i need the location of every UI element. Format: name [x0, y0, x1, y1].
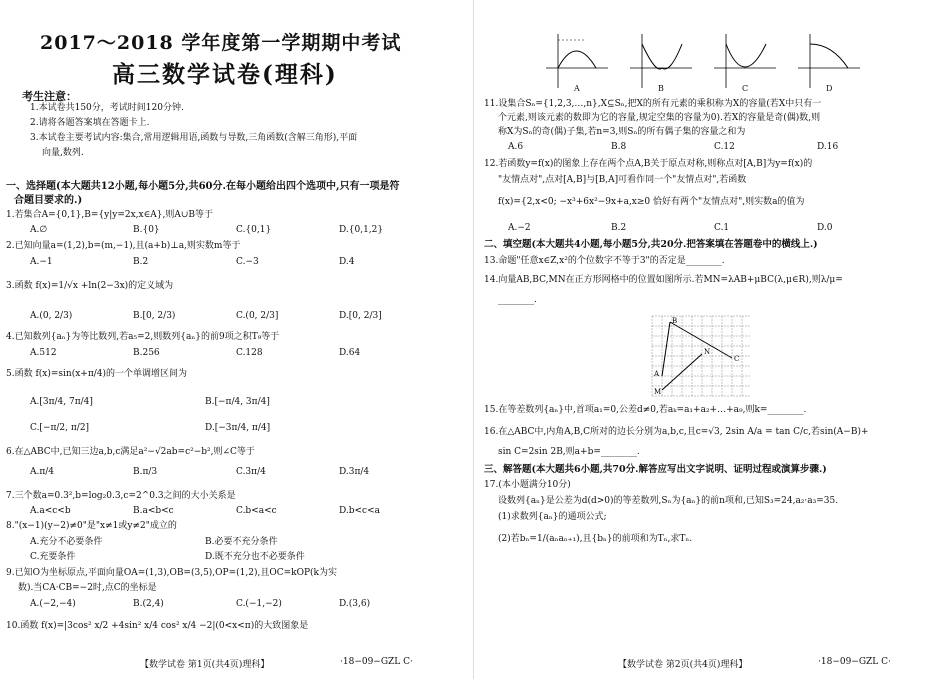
question-1-options: [30, 224, 442, 236]
option: B.π/3: [133, 467, 158, 477]
question-13: 13.命题"任意x∈Z,x²的个位数字不等于3"的否定是________.: [484, 256, 725, 266]
footer-page-label: 【数学试卷 第1页(共4页)理科】: [140, 660, 270, 670]
footer-page-label: 【数学试卷 第2页(共4页)理科】: [618, 660, 748, 670]
graph-label-a: A: [574, 84, 580, 93]
question-11-line3: 称X为Sₙ的奇(偶)子集,若n=3,则Sₙ的所有偶子集的容量之和为: [498, 127, 746, 137]
option: A.−2: [508, 223, 531, 233]
notice-item: 向量,数列.: [42, 148, 84, 158]
question-17-part1: (1)求数列{aₙ}的通项公式;: [498, 512, 607, 522]
question-9-options: [30, 598, 442, 610]
option: B.256: [133, 348, 160, 358]
left-page: [0, 0, 470, 679]
notice-heading: 考生注意：: [22, 90, 77, 103]
question-4-options: [30, 347, 442, 359]
question-16-line1: 16.在△ABC中,内角A,B,C所对的边长分别为a,b,c,且c=√3, 2sin A/a = tan C/c,若sin(A−B)+: [484, 427, 869, 437]
question-16-line2: sin C=2sin 2B,则a+b=________.: [498, 447, 640, 457]
option: A.6: [508, 142, 524, 152]
graph-d: [798, 34, 860, 88]
question-7: 7.三个数a=0.3²,b=log₂0.3,c=2^0.3之间的大小关系是: [6, 491, 236, 501]
option: A.π/4: [30, 467, 55, 477]
option: D.(3,6): [339, 599, 371, 609]
notice-item: 1.本试卷共150分，考试时间120分钟.: [30, 103, 184, 113]
option: A.(−2,−4): [30, 599, 76, 609]
question-7-options: [30, 505, 442, 517]
graph-label-b: B: [658, 84, 664, 93]
option: A.充分不必要条件: [30, 537, 103, 547]
grid-label-m: M: [654, 388, 662, 396]
option: C.−3: [236, 257, 259, 267]
option: D.{0,1,2}: [339, 225, 384, 235]
question-5: 5.函数 f(x)=sin(x+π/4)的一个单调增区间为: [6, 369, 188, 379]
question-15: 15.在等差数列{aₙ}中,首项a₁=0,公差d≠0,若aₖ=a₁+a₂+…+a₉,则k=________.: [484, 405, 807, 415]
option: A.512: [30, 348, 57, 358]
option: D.b<c<a: [339, 506, 381, 516]
option: B.{0}: [133, 225, 160, 235]
question-11-line2: 个元素,则该元素的数即为它的容量,规定空集的容量为0).若X的容量是奇(偶)数,则: [498, 113, 821, 123]
question-8-options-row2: [30, 551, 355, 563]
question-12-line1: 12.若函数y=f(x)的图象上存在两个点A,B关于原点对称,则称点对[A,B]为y=f(x)的: [484, 159, 813, 169]
option: B.必要不充分条件: [205, 537, 278, 547]
question-6: 6.在△ABC中,已知三边a,b,c满足a²−√2ab=c²−b²,则∠C等于: [6, 447, 255, 457]
option: A.∅: [30, 225, 48, 235]
section3-heading: 三、解答题(本大题共6小题,共70分.解答应写出文字说明、证明过程或演算步骤.): [484, 464, 827, 475]
graph-b: [630, 34, 692, 88]
grid-label-a: A: [654, 370, 660, 378]
question-10: 10.函数 f(x)=|3cos² x/2 +4sin² x/4 cos² x/4 −2|(0<x<π)的大致图象是: [6, 621, 309, 631]
question-14-line2: ________.: [498, 295, 537, 305]
option: B.[−π/4, 3π/4]: [205, 397, 270, 407]
question-17-header: 17.(本小题满分10分): [484, 480, 571, 490]
footer-code: ·18−09−GZL C·: [340, 657, 413, 667]
question-9: 9.已知O为坐标原点,平面向量OA=(1,3),OB=(3,5),OP=(1,2),且OC=kOP(k为实: [6, 568, 338, 578]
option: B.[0, 2/3): [133, 311, 176, 321]
question-14-line1: 14.向量AB,BC,MN在正方形网格中的位置如图所示.若MN=λAB+μBC(λ,μ∈R),则λ/μ=: [484, 275, 843, 285]
option: C.128: [236, 348, 263, 358]
question-17-part2: (2)若bₙ=1/(aₙaₙ₊₁),且{bₙ}的前项和为Tₙ,求Tₙ.: [498, 534, 693, 544]
option: C.12: [714, 142, 735, 152]
question-8-options: [30, 536, 355, 548]
option: B.a<b<c: [133, 506, 174, 516]
graph-label-d: D: [826, 84, 833, 93]
exam-title-line1: 2017～2018 学年度第一学期期中考试: [40, 32, 402, 54]
option: B.8: [611, 142, 627, 152]
question-6-options: [30, 466, 442, 478]
option: D.16: [817, 142, 839, 152]
option: D.既不充分也不必要条件: [205, 552, 305, 562]
option: D.[0, 2/3]: [339, 311, 382, 321]
graph-label-c: C: [742, 84, 749, 93]
question-11-line1: 11.设集合Sₙ={1,2,3,…,n},X⊆Sₙ,把X的所有元素的乘积称为X的容量(若X中只有一: [484, 99, 822, 109]
option: D.0: [817, 223, 833, 233]
option: D.3π/4: [339, 467, 370, 477]
option: C.{0,1}: [236, 225, 272, 235]
notice-item: 3.本试卷主要考试内容:集合,常用逻辑用语,函数与导数,三角函数(含解三角形),平面: [30, 133, 358, 143]
question-10-graphs: [538, 30, 868, 96]
notice-item: 2.请将各题答案填在答题卡上.: [30, 118, 150, 128]
right-page: [478, 0, 950, 679]
question-2-options: [30, 256, 442, 268]
question-1: 1.若集合A={0,1},B={y|y=2x,x∈A},则A∪B等于: [6, 210, 214, 220]
question-3: 3.函数 f(x)=1/√x +ln(2−3x)的定义域为: [6, 281, 174, 291]
exam-title-line2: 高三数学试卷(理科): [112, 61, 338, 88]
grid-label-b: B: [672, 317, 678, 325]
option: A.−1: [30, 257, 53, 267]
option: C.(0, 2/3]: [236, 311, 279, 321]
footer-code: ·18−09−GZL C·: [818, 657, 891, 667]
option: D.[−3π/4, π/4]: [205, 423, 271, 433]
question-4: 4.已知数列{aₙ}为等比数列,若a₅=2,则数列{aₙ}的前9项之积T₉等于: [6, 332, 280, 342]
question-8: 8."(x−1)(y−2)≠0"是"x≠1或y≠2"成立的: [6, 521, 177, 531]
option: A.(0, 2/3): [30, 311, 73, 321]
question-3-options: [30, 310, 442, 322]
question-14-grid-figure: [650, 314, 752, 398]
question-5-options-row2: [30, 422, 325, 434]
option: C.充要条件: [30, 552, 76, 562]
question-11-options: [508, 141, 920, 153]
question-5-options: [30, 396, 330, 408]
question-9-line2: 数).当CA·CB=−2时,点C的坐标是: [18, 583, 157, 593]
option: C.(−1,−2): [236, 599, 282, 609]
option: C.1: [714, 223, 730, 233]
section1-heading-line1: 一、选择题(本大题共12小题,每小题5分,共60分.在每小题给出四个选项中,只有一项是符: [6, 181, 400, 192]
graph-c: [714, 34, 776, 88]
question-12-options: [508, 222, 920, 234]
question-2: 2.已知向量a=(1,2),b=(m,−1),且(a+b)⊥a,则实数m等于: [6, 241, 241, 251]
section2-heading: 二、填空题(本大题共4小题,每小题5分,共20分.把答案填在答题卷中的横线上.): [484, 239, 818, 250]
option: A.a<c<b: [30, 506, 71, 516]
section1-heading-line2: 合题目要求的.): [14, 195, 83, 206]
question-12-line2: "友情点对",点对[A,B]与[B,A]可看作同一个"友情点对",若函数: [498, 175, 747, 185]
option: C.3π/4: [236, 467, 266, 477]
option: B.2: [611, 223, 627, 233]
option: B.(2,4): [133, 599, 164, 609]
page-divider: [473, 0, 474, 679]
grid-label-n: N: [704, 348, 711, 356]
option: A.[3π/4, 7π/4]: [30, 397, 93, 407]
graph-a: [546, 34, 608, 88]
option: D.4: [339, 257, 355, 267]
grid-label-c: C: [734, 355, 740, 363]
question-17-line2: 设数列{aₙ}是公差为d(d>0)的等差数列,Sₙ为{aₙ}的前n项和,已知S₃=24,a₂·a₃=35.: [498, 496, 839, 506]
option: B.2: [133, 257, 149, 267]
option: C.b<a<c: [236, 506, 277, 516]
option: C.[−π/2, π/2]: [30, 423, 90, 433]
option: D.64: [339, 348, 361, 358]
question-12-line3: f(x)={2,x<0; −x³+6x²−9x+a,x≥0 恰好有两个"友情点对",则实数a的值为: [498, 197, 805, 207]
